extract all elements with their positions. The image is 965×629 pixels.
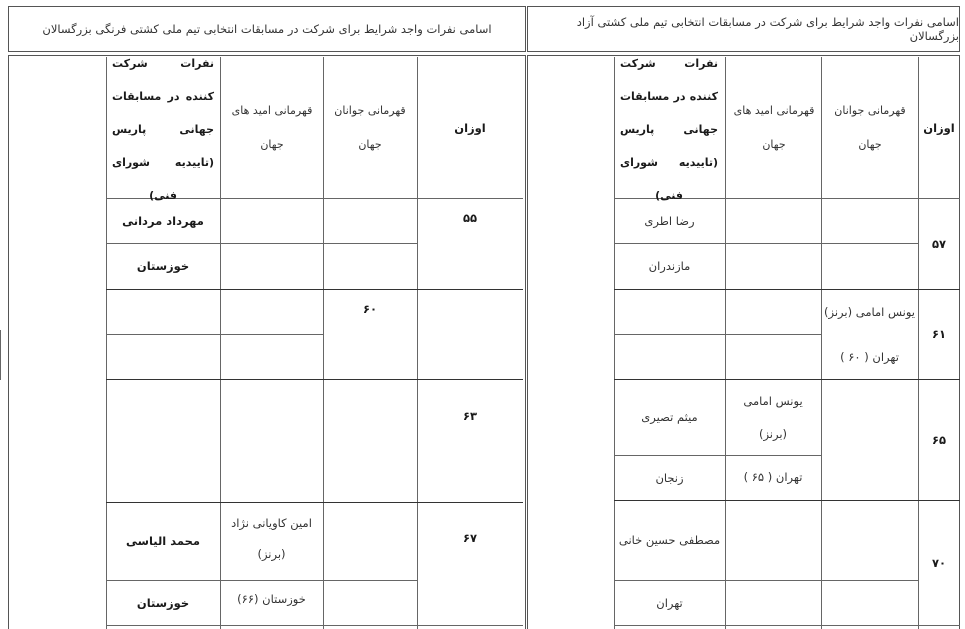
greco-paris-province: خوزستان	[136, 595, 190, 610]
freestyle-youth-name: یونس امامی (برنز)	[824, 304, 915, 319]
freestyle-youth-detail: تهران ( ۶۰ )	[840, 349, 899, 364]
freestyle-weight-57: ۵۷	[931, 236, 947, 251]
freestyle-weight-65: ۶۵	[931, 432, 947, 447]
greco-header-youth: قهرمانی جوانان جهان	[334, 104, 406, 151]
freestyle-paris-province: تهران	[656, 595, 683, 610]
greco-header-hopes: قهرمانی امید های جهان	[231, 104, 313, 151]
greco-header-weights: اوزان	[454, 121, 486, 135]
greco-table-title: اسامی نفرات واجد شرایط برای شرکت در مسابقات انتخابی تیم ملی کشتی فرنگی بزرگسالان	[8, 6, 526, 52]
freestyle-weight-61: ۶۱	[931, 327, 947, 341]
freestyle-hopes-detail: تهران ( ۶۵ )	[743, 470, 803, 484]
freestyle-table-title: اسامی نفرات واجد شرایط برای شرکت در مسابقات انتخابی تیم ملی کشتی آزاد بزرگسالان	[527, 6, 960, 52]
freestyle-paris-name: میثم تصیری	[641, 410, 698, 424]
freestyle-header-hopes: قهرمانی امید های جهان	[733, 104, 815, 151]
freestyle-header-paris: نفرات شرکت کننده در مسابقات جهانی پاریس (تاییدیه شورای فنی)	[620, 56, 718, 202]
greco-paris-province: خوزستان	[136, 259, 190, 273]
greco-weight-63: ۶۳	[462, 409, 478, 423]
freestyle-paris-province: زنجان	[655, 470, 684, 485]
greco-weight-55: ۵۵	[462, 211, 478, 225]
greco-weight-67: ۶۷	[462, 531, 478, 545]
window-edge	[0, 330, 1, 380]
freestyle-hopes-name: یونس امامی	[743, 394, 803, 408]
greco-weight-60: ۶۰	[362, 302, 378, 316]
freestyle-hopes-medal: (برنز)	[758, 427, 788, 441]
freestyle-paris-name: مصطفی حسین خانی	[618, 533, 721, 547]
freestyle-paris-province: مازندران	[648, 259, 691, 273]
freestyle-weight-70: ۷۰	[931, 555, 947, 570]
greco-hopes-name: امین کاویانی نژاد	[231, 516, 312, 530]
freestyle-header-weights: اوزان	[923, 121, 955, 135]
greco-paris-name: محمد الیاسی	[126, 534, 200, 548]
freestyle-paris-name: رضا اطری	[644, 213, 695, 228]
greco-paris-name: مهرداد مردانی	[122, 213, 204, 228]
freestyle-header-youth: قهرمانی جوانان جهان	[834, 104, 906, 151]
greco-hopes-medal: (برنز)	[257, 547, 286, 561]
greco-hopes-detail: خوزستان (۶۶)	[237, 592, 306, 606]
greco-header-paris: نفرات شرکت کننده در مسابقات جهانی پاریس (تاییدیه شورای فنی)	[112, 56, 214, 202]
